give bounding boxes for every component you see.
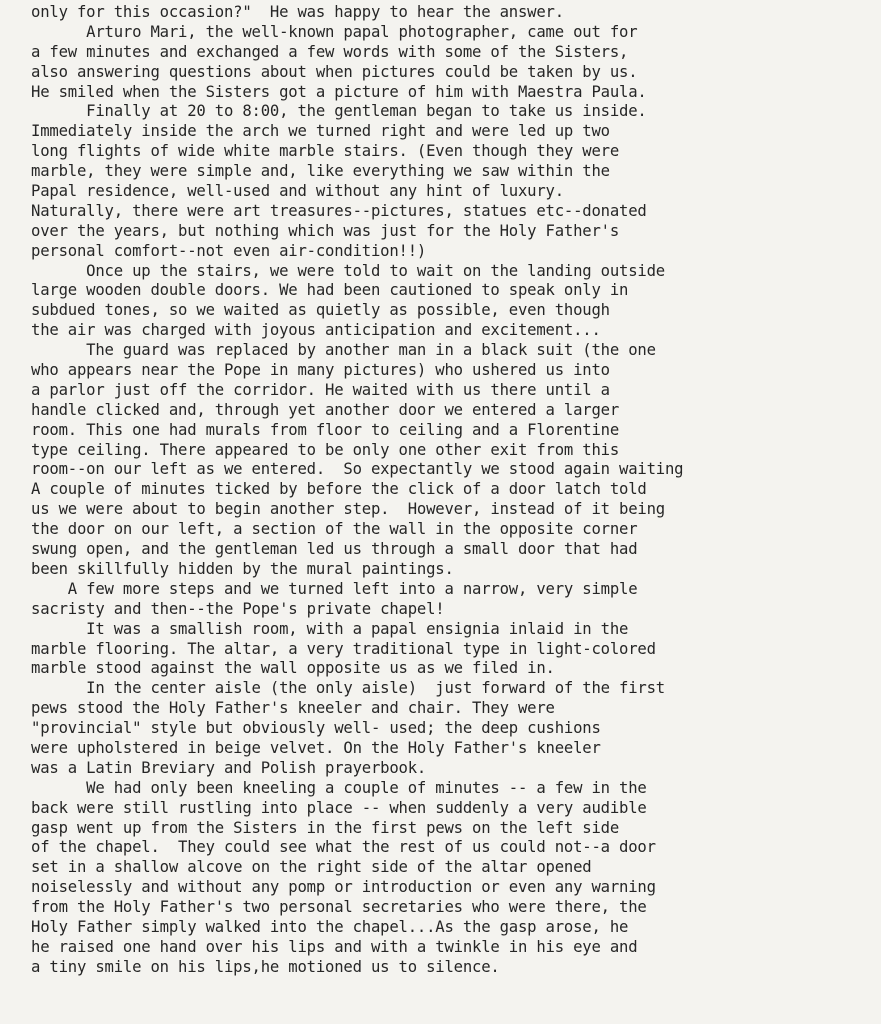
text-line: back were still rustling into place -- when suddenly a very audible	[31, 798, 647, 817]
text-line: gasp went up from the Sisters in the first pews on the left side	[31, 818, 620, 837]
text-line: handle clicked and, through yet another door we entered a larger	[31, 400, 620, 419]
text-line: over the years, but nothing which was just for the Holy Father's	[31, 221, 620, 240]
text-line: marble stood against the wall opposite us as we filed in.	[31, 659, 555, 678]
text-line: Finally at 20 to 8:00, the gentleman began to take us inside.	[31, 102, 647, 121]
text-line: long flights of wide white marble stairs. (Even though they were	[31, 142, 620, 161]
text-line: set in a shallow alcove on the right side of the altar opened	[31, 858, 592, 877]
text-line: Immediately inside the arch we turned right and were led up two	[31, 122, 610, 141]
text-line: from the Holy Father's two personal secretaries who were there, the	[31, 898, 647, 917]
text-line: Papal residence, well-used and without any hint of luxury.	[31, 182, 564, 201]
text-line: A couple of minutes ticked by before the click of a door latch told	[31, 480, 647, 499]
text-line: Holy Father simply walked into the chapel...As the gasp arose, he	[31, 917, 629, 936]
text-line: The guard was replaced by another man in a black suit (the one	[31, 341, 656, 360]
text-line: us we were about to begin another step. However, instead of it being	[31, 500, 665, 519]
text-line: noiselessly and without any pomp or introduction or even any warning	[31, 878, 656, 897]
text-line: the door on our left, a section of the wall in the opposite corner	[31, 520, 638, 539]
text-line: of the chapel. They could see what the rest of us could not--a door	[31, 838, 656, 857]
text-line: personal comfort--not even air-condition!!)	[31, 241, 427, 260]
text-line: sacristy and then--the Pope's private chapel!	[31, 599, 445, 618]
text-line: Arturo Mari, the well-known papal photographer, came out for	[31, 22, 638, 41]
text-line: He smiled when the Sisters got a picture of him with Maestra Paula.	[31, 82, 647, 101]
text-line: a few minutes and exchanged a few words with some of the Sisters,	[31, 42, 629, 61]
text-line: room. This one had murals from floor to ceiling and a Florentine	[31, 420, 620, 439]
text-line: Naturally, there were art treasures--pictures, statues etc--donated	[31, 201, 647, 220]
text-line: marble flooring. The altar, a very traditional type in light-colored	[31, 639, 656, 658]
text-line: he raised one hand over his lips and with a twinkle in his eye and	[31, 937, 638, 956]
text-line: a parlor just off the corridor. He waited with us there until a	[31, 380, 610, 399]
text-line: Once up the stairs, we were told to wait on the landing outside	[31, 261, 665, 280]
text-line: swung open, and the gentleman led us through a small door that had	[31, 540, 638, 559]
text-line: It was a smallish room, with a papal ensignia inlaid in the	[31, 619, 629, 638]
text-line: been skillfully hidden by the mural paintings.	[31, 559, 454, 578]
text-line: room--on our left as we entered. So expectantly we stood again waiting	[31, 460, 684, 479]
text-line: We had only been kneeling a couple of minutes -- a few in the	[31, 778, 647, 797]
text-line: marble, they were simple and, like everything we saw within the	[31, 162, 610, 181]
text-line: pews stood the Holy Father's kneeler and chair. They were	[31, 699, 555, 718]
text-line: the air was charged with joyous anticipation and excitement...	[31, 321, 601, 340]
text-line: a tiny smile on his lips,he motioned us to silence.	[31, 957, 500, 976]
text-line: were upholstered in beige velvet. On the Holy Father's kneeler	[31, 738, 601, 757]
text-line: In the center aisle (the only aisle) just forward of the first	[31, 679, 665, 698]
text-line: was a Latin Breviary and Polish prayerbook.	[31, 758, 427, 777]
typewritten-text-block	[31, 3, 876, 978]
text-line: "provincial" style but obviously well- used; the deep cushions	[31, 719, 601, 738]
text-line: A few more steps and we turned left into a narrow, very simple	[31, 579, 638, 598]
text-line: also answering questions about when pictures could be taken by us.	[31, 62, 638, 81]
text-line: who appears near the Pope in many pictures) who ushered us into	[31, 361, 610, 380]
text-line: type ceiling. There appeared to be only one other exit from this	[31, 440, 620, 459]
text-line: large wooden double doors. We had been cautioned to speak only in	[31, 281, 629, 300]
text-line: only for this occasion?" He was happy to hear the answer.	[31, 3, 564, 21]
text-line: subdued tones, so we waited as quietly as possible, even though	[31, 301, 610, 320]
